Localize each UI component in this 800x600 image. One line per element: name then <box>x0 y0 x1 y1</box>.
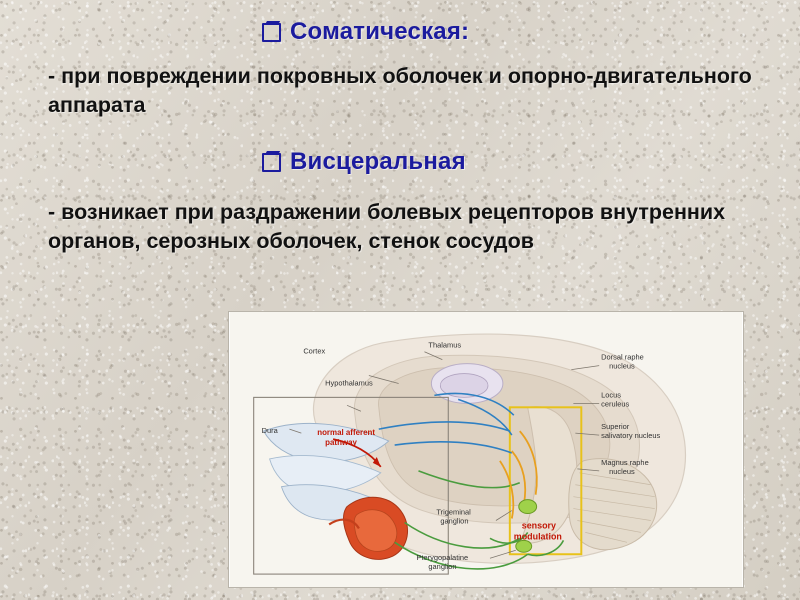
heading-visceral-label: Висцеральная <box>290 148 466 175</box>
label-pterygopalatine-2: ganglion <box>428 562 457 572</box>
figure-brain-pain-pathways <box>228 311 744 588</box>
label-sensory-modulation-1: sensory <box>521 520 556 531</box>
label-magnus-raphe-1: Magnus raphe <box>601 457 649 467</box>
label-thalamus: Thalamus <box>428 340 462 350</box>
square-bullet-icon <box>262 153 281 172</box>
figure-svg <box>229 312 743 587</box>
heading-visceral <box>262 148 466 176</box>
label-normal-afferent-1: normal afferent <box>317 428 376 438</box>
label-cortex: Cortex <box>303 346 326 356</box>
label-dura: Dura <box>261 426 278 436</box>
paragraph-somatic: - при повреждении покровных оболочек и опорно-двигательного аппарата <box>48 64 752 117</box>
label-hypothalamus: Hypothalamus <box>325 378 373 388</box>
label-trigeminal-2: ganglion <box>440 516 469 526</box>
label-trigeminal-1: Trigeminal <box>436 507 471 517</box>
heading-somatic-label: Соматическая: <box>290 18 470 45</box>
label-dorsal-raphe-1: Dorsal raphe <box>601 352 644 362</box>
heading-somatic <box>262 18 469 46</box>
label-superior-salivatory-1: Superior <box>601 422 630 432</box>
label-normal-afferent-2: pathway <box>325 438 357 448</box>
label-locus-ceruleus-2: ceruleus <box>601 399 630 409</box>
label-locus-ceruleus-1: Locus <box>601 390 622 400</box>
label-sensory-modulation-2: modulation <box>513 531 562 542</box>
trigeminal-ganglion-node <box>519 500 537 514</box>
label-pterygopalatine-1: Pterygopalatine <box>416 553 469 563</box>
square-bullet-icon <box>262 23 281 42</box>
label-superior-salivatory-2: salivatory nucleus <box>601 431 661 441</box>
paragraph-visceral: - возникает при раздражении болевых рецепторов внутренних органов, серозных оболочек, стенок сосудов <box>48 200 726 253</box>
label-dorsal-raphe-2: nucleus <box>609 361 635 371</box>
label-magnus-raphe-2: nucleus <box>609 466 635 476</box>
pterygopalatine-ganglion-node <box>516 540 532 552</box>
